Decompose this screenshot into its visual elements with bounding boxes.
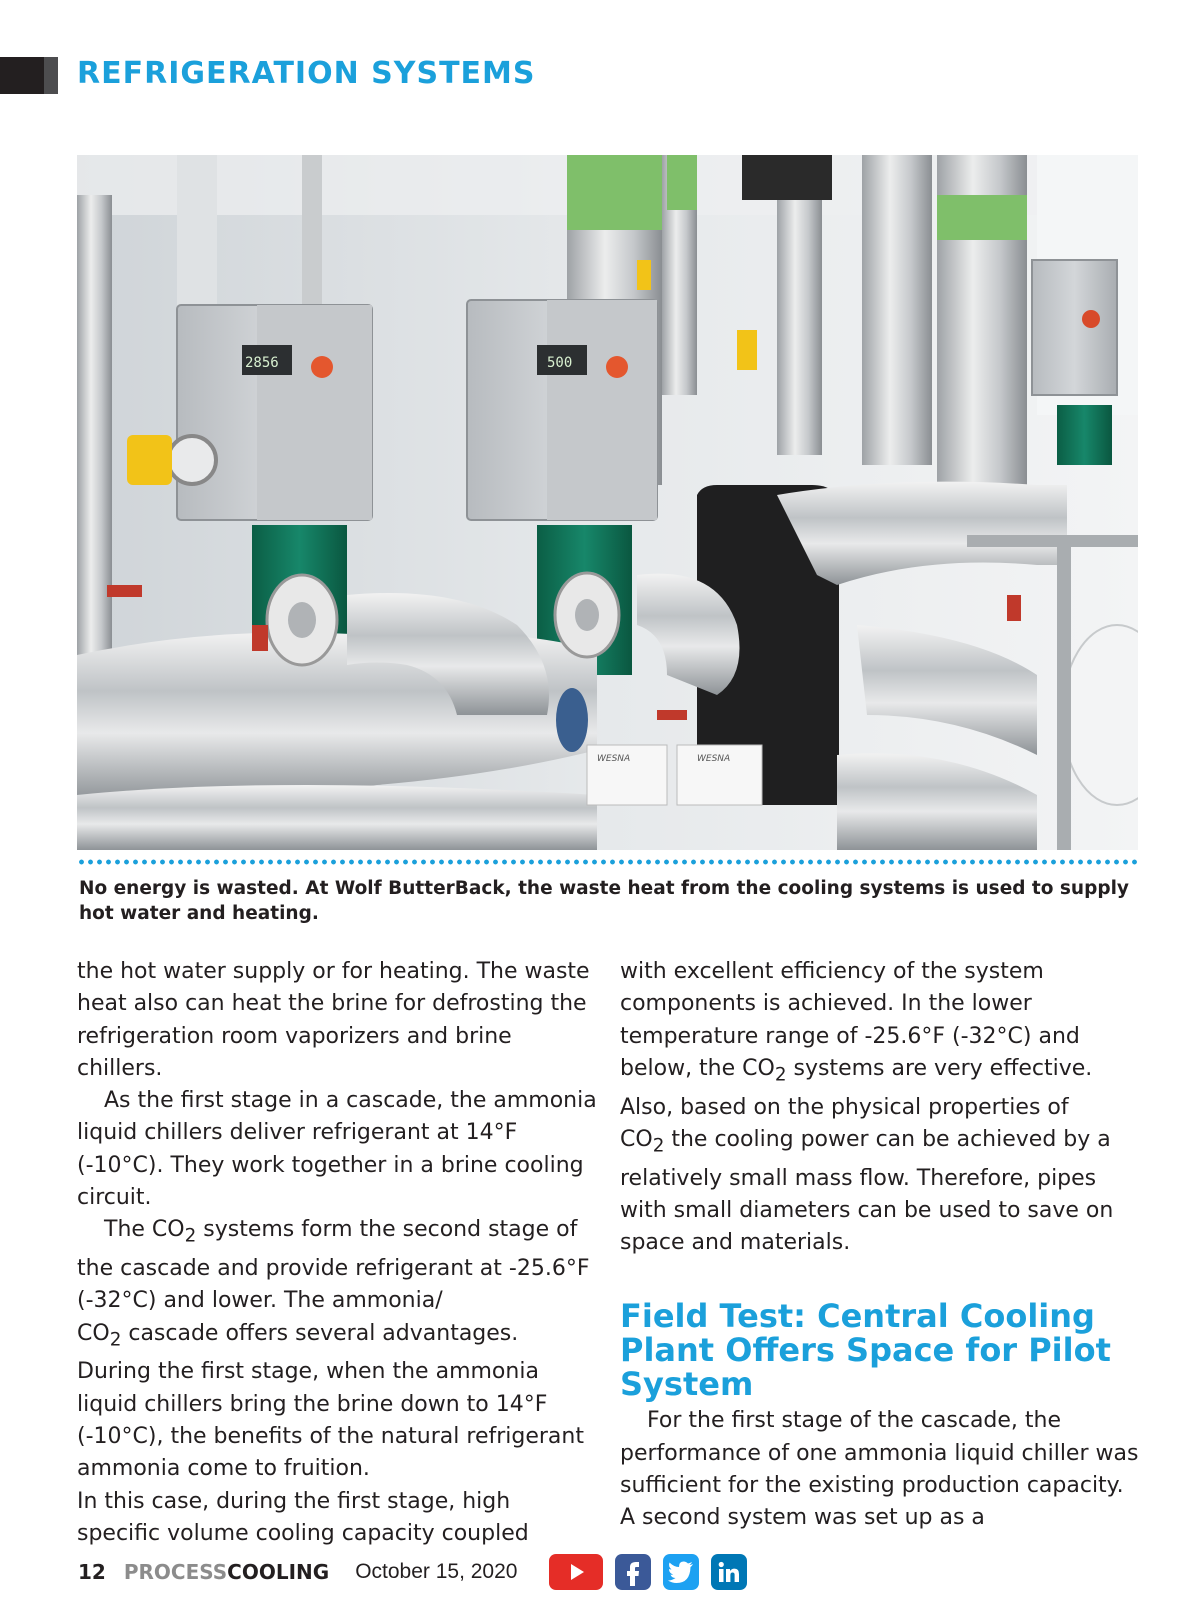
pump-display-2: 500 — [547, 355, 573, 371]
article-photo — [77, 155, 1138, 850]
right-paragraph-2: For the first stage of the cascade, the performance of one ammonia liquid chiller was sufficient for the existing production capacity. A second system was set up as a — [620, 1408, 1139, 1531]
youtube-icon[interactable] — [549, 1554, 603, 1590]
page-footer — [78, 1552, 759, 1592]
left-paragraph-2: As the first stage in a cascade, the ammonia liquid chillers deliver refrigerant at 14°F (-10°C). They work together in a brine cooling circuit. — [77, 1088, 597, 1211]
facebook-icon[interactable] — [615, 1554, 651, 1590]
issue-date: October 15, 2020 — [355, 1560, 518, 1583]
brand-name-part1: PROCESS — [123, 1560, 228, 1584]
left-paragraph-1: the hot water supply or for heating. The waste heat also can heat the brine for defrosting the refrigeration room vaporizers and brine chillers. — [77, 959, 590, 1081]
twitter-icon[interactable] — [663, 1554, 699, 1590]
left-paragraph-3: The $CO_2$ systems form the second stage of the cascade and provide refrigerant at -25.6°F (-32°C) and lower. The ammonia/ $CO_2$ cascade offers several advantages. During the first stage, when the ammonia liquid chillers bring the brine down to 14°F (-10°C), the benefits of the natural refrigerant ammonia come to fruition. — [77, 1217, 590, 1482]
photo-label-2: WESNA — [697, 754, 731, 764]
photo-caption: No energy is wasted. At Wolf ButterBack, the waste heat from the cooling systems is used to supply hot water and heating. — [79, 878, 1129, 924]
right-paragraph-1: with excellent efficiency of the system components is achieved. In the lower temperature range of -25.6°F (-32°C) and below, the $CO_2$ systems are very effective. Also, based on the physical properties of $CO_2$ the cooling power can be achieved by a relatively small mass flow. Therefore, pipes with small diameters can be used to save on space and materials. — [620, 959, 1114, 1256]
right-column — [620, 956, 1140, 1535]
section-title: REFRIGERATION SYSTEMS — [77, 56, 536, 91]
left-paragraph-4: In this case, during the first stage, high specific volume cooling capacity coupled — [77, 1488, 529, 1546]
left-column — [77, 956, 597, 1550]
header-bar — [0, 57, 44, 94]
linkedin-icon[interactable] — [711, 1554, 747, 1590]
header-bar-accent — [44, 57, 58, 94]
pump-display-1: 2856 — [245, 355, 279, 371]
page-number: 12 — [78, 1560, 106, 1584]
brand-name-part2: COOLING — [227, 1560, 330, 1584]
section-subhead: Field Test: Central Cooling Plant Offers Space for Pilot System — [620, 1297, 1111, 1404]
photo-label-1: WESNA — [597, 754, 631, 764]
caption-divider — [77, 858, 1138, 866]
